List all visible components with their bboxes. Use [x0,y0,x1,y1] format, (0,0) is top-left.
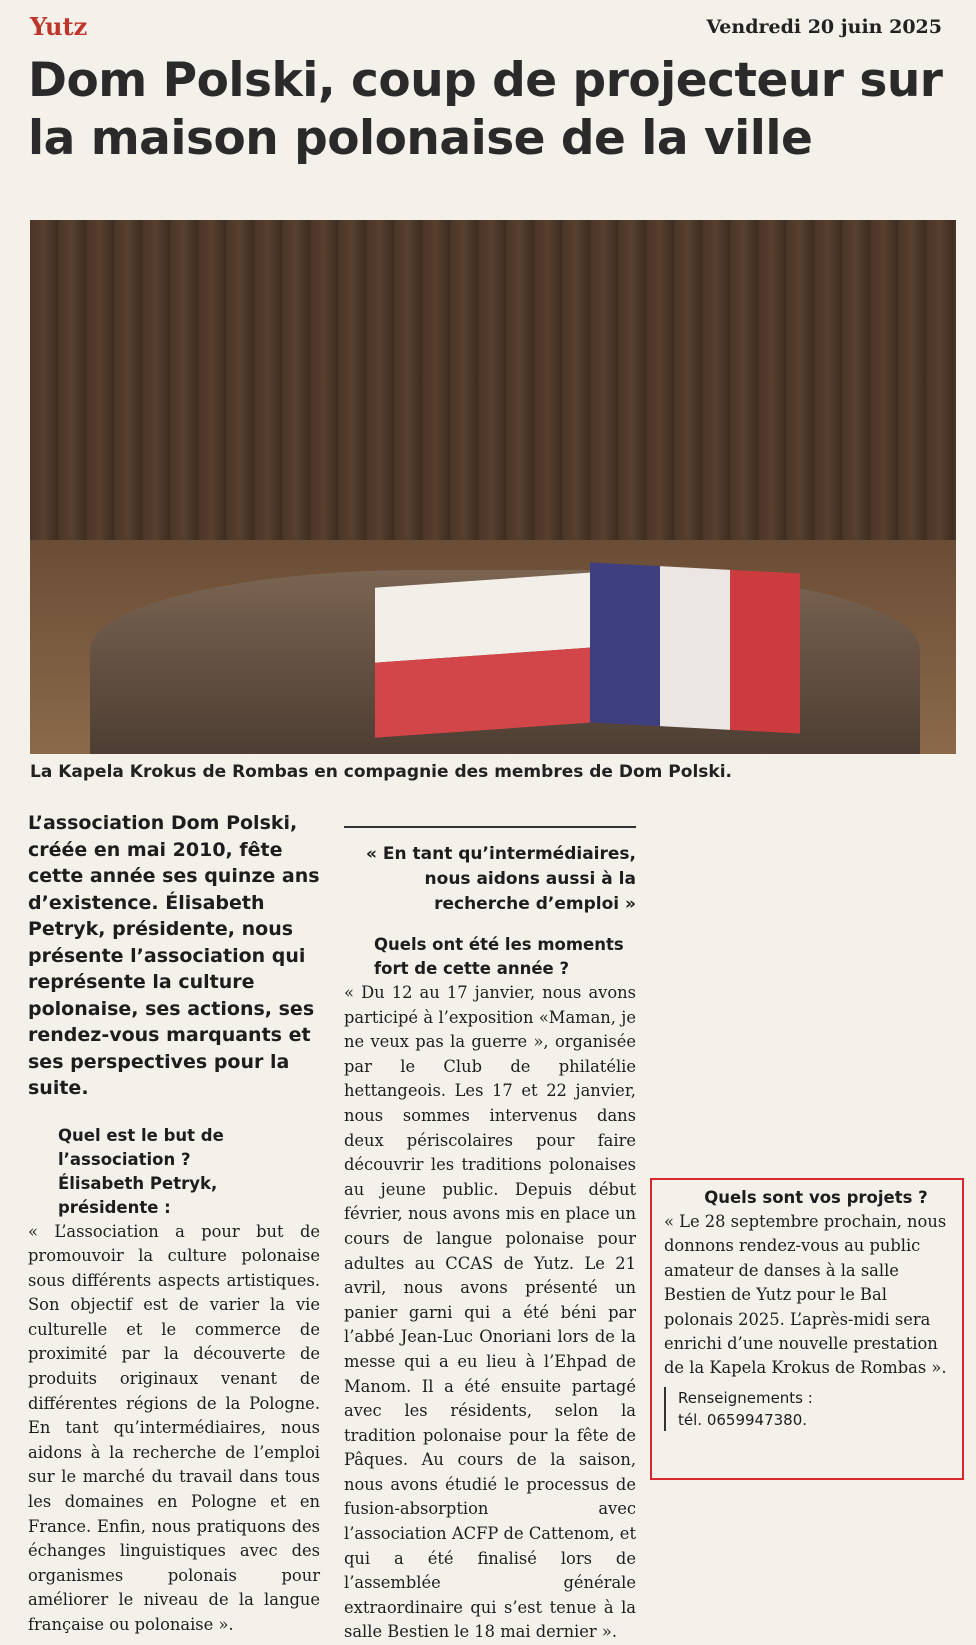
polish-flag [375,572,595,737]
projects-box [650,1178,964,1480]
contact-info [664,1387,952,1431]
info-phone: tél. 0659947380. [678,1410,808,1429]
group-photo [30,220,956,754]
column-1 [28,810,320,1638]
french-flag [590,562,800,733]
question-2: Quels ont été les moments fort de cette année ? [374,935,624,978]
question-3: Quels sont vos projets ? [704,1188,928,1207]
column-2 [344,810,636,1645]
headline: Dom Polski, coup de projecteur sur la maison polonaise de la ville [28,53,943,166]
question-1: Quel est le but de l’association ? [58,1125,224,1169]
section-town: Yutz [30,12,88,41]
pull-quote: « En tant qu’intermédiaires, nous aidons aussi à la recherche d’emploi » [344,826,636,917]
photo-caption: La Kapela Krokus de Rombas en compagnie des membres de Dom Polski. [30,762,732,782]
info-label: Renseignements : [678,1388,813,1407]
answer-1-speaker: Élisabeth Petryk, présidente : [58,1173,218,1217]
answer-3: « Le 28 septembre prochain, nous donnons rendez-vous au public amateur de danses à la salle Bestien de Yutz pour le Bal polonais 2025. L’après-midi sera enrichi d’une nouvelle prestation de la Kapela Krokus de Rombas ». [664,1212,947,1378]
issue-date: Vendredi 20 juin 2025 [706,16,942,38]
article-lead: L’association Dom Polski, créée en mai 2010, fête cette année ses quinze ans d’existence. Élisabeth Petryk, présidente, nous présente l’association qui représente la culture polonaise, ses actions, ses rendez-vous marquants et ses perspectives pour la suite. [28,812,320,1099]
answer-2: « Du 12 au 17 janvier, nous avons participé à l’exposition «Maman, je ne veux pas la guerre », organisée par le Club de philatélie hettangeois. Les 17 et 22 janvier, nous sommes intervenus dans deux périscolaires pour faire découvrir les traditions polonaises au jeune public. Depuis début février, nous avons mis en place un cours de langue polonaise pour adultes au CCAS de Yutz. Le 21 avril, nous avons présenté un panier garni qui a été béni par l’abbé Jean-Luc Onoriani lors de la messe qui a eu lieu à l’Ehpad de Manom. Il a été ensuite partagé avec les résidents, selon la tradition polonaise pour la fête de Pâques. Au cours de la saison, nous avons étudié le processus de fusion-absorption avec l’association ACFP de Cattenom, et qui a été finalisé lors de l’assemblée générale extraordinaire qui s’est tenue à la salle Bestien le 18 mai dernier ». [344,983,636,1642]
stage-curtain [30,220,956,540]
answer-1: « L’association a pour but de promouvoir la culture polonaise sous différents aspects artistiques. Son objectif est de varier la vie culturelle et le commerce de proximité par la découverte de produits originaux venant de différentes régions de la Pologne. En tant qu’intermédiaires, nous aidons à la recherche de l’emploi sur le marché du travail dans tous les domaines en Pologne et en France. Enfin, nous pratiquons des échanges linguistiques avec des organismes polonais pour améliorer le niveau de la langue française ou polonaise ». [28,1221,320,1634]
